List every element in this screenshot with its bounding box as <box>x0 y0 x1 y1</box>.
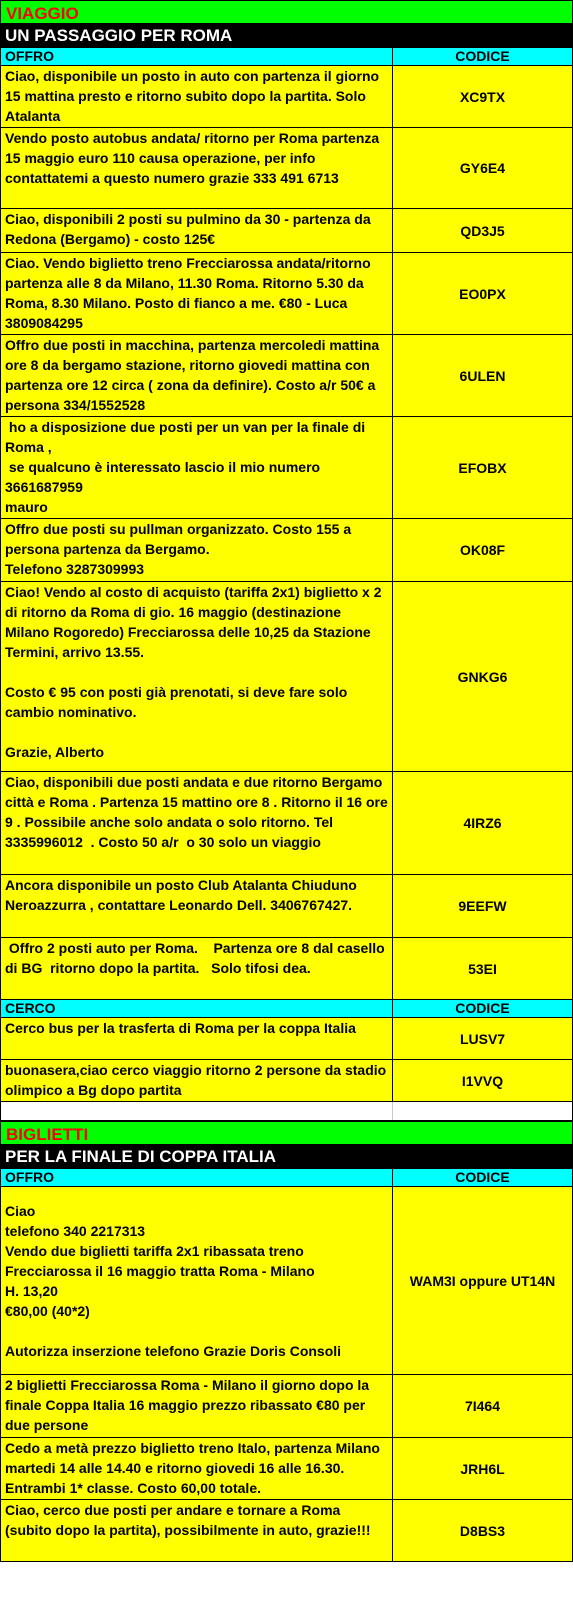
table-row <box>0 875 573 938</box>
table-row <box>0 1375 573 1438</box>
table-row <box>0 66 573 128</box>
ad-code: JRH6L <box>393 1438 572 1499</box>
ad-code: EO0PX <box>393 253 572 334</box>
ad-text: Ciao! Vendo al costo di acquisto (tariffa 2x1) biglietto x 2 di ritorno da Roma di gio. 16 maggio (destinazione Milano Rogoredo) Frecciarossa delle 10,25 da Stazione Termini, arrivo 13.55. Costo € 95 con posti già prenotati, si deve fare solo cambio nominativo. Grazie, Alberto <box>5 584 382 760</box>
ad-text: Ciao, cerco due posti per andare e tornare a Roma (subito dopo la partita), possibilmente in auto, grazie!!! <box>5 1502 371 1538</box>
ad-code: 9EEFW <box>393 875 572 937</box>
ad-code: I1VVQ <box>393 1060 572 1101</box>
header-row-offro <box>0 1169 573 1187</box>
ad-text: 2 biglietti Frecciarossa Roma - Milano il giorno dopo la finale Coppa Italia 16 maggio prezzo ribassato €80 per due persone <box>5 1377 373 1433</box>
ad-text: Offro due posti in macchina, partenza mercoledi mattina ore 8 da bergamo stazione, ritorno giovedi mattina con partenza ore 12 circa ( zona da definire). Costo a/r 50€ a persona 334/1552528 <box>5 337 384 413</box>
table-row <box>0 128 573 209</box>
table-row <box>0 519 573 582</box>
section-subtitle-viaggio: UN PASSAGGIO PER ROMA <box>0 24 573 48</box>
ad-code: XC9TX <box>393 66 572 127</box>
header-row-cerco <box>0 1000 573 1018</box>
table-row <box>0 938 573 1000</box>
blank-row <box>0 1102 573 1121</box>
ad-text: buonasera,ciao cerco viaggio ritorno 2 persone da stadio olimpico a Bg dopo partita <box>5 1062 391 1098</box>
table-row <box>0 582 573 772</box>
table-row <box>0 335 573 417</box>
ad-text: Vendo posto autobus andata/ ritorno per Roma partenza 15 maggio euro 110 causa operazione, per info contattatemi a questo numero grazie 333 491 6713 <box>5 130 384 186</box>
table-row <box>0 417 573 519</box>
ad-code: GY6E4 <box>393 128 572 208</box>
header-cerco: CERCO <box>1 1000 393 1017</box>
ad-text: Ciao, disponibili 2 posti su pulmino da 30 - partenza da Redona (Bergamo) - costo 125€ <box>5 211 375 247</box>
table-row <box>0 1438 573 1500</box>
header-codice: CODICE <box>393 1000 572 1017</box>
header-row-offro <box>0 48 573 66</box>
ad-code: WAM3I oppure UT14N <box>393 1187 572 1374</box>
ad-code: 6ULEN <box>393 335 572 416</box>
header-offro: OFFRO <box>1 1169 393 1186</box>
table-row <box>0 1018 573 1060</box>
ad-text: Ciao. Vendo biglietto treno Frecciarossa andata/ritorno partenza alle 8 da Milano, 11.30 Roma. Ritorno 5.30 da Roma, 8.30 Milano. Posto di fianco a me. €80 - Luca 3809084295 <box>5 255 375 331</box>
ad-text: Cerco bus per la trasferta di Roma per la coppa Italia <box>5 1020 356 1036</box>
table-row <box>0 209 573 253</box>
ad-code: EFOBX <box>393 417 572 518</box>
header-codice: CODICE <box>393 1169 572 1186</box>
ad-text: Offro 2 posti auto per Roma. Partenza ore 8 dal casello di BG ritorno dopo la partita. Solo tifosi dea. <box>5 940 389 976</box>
ad-text: Ciao, disponibili due posti andata e due ritorno Bergamo città e Roma . Partenza 15 mattino ore 8 . Ritorno il 16 ore 9 . Possibile anche solo andata o solo ritorno. Tel 3335996012 . Costo 50 a/r o 30 solo un viaggio <box>5 774 392 850</box>
ad-code: 4IRZ6 <box>393 772 572 874</box>
table-row <box>0 1500 573 1562</box>
ad-code: 53EI <box>393 938 572 999</box>
ad-code: LUSV7 <box>393 1018 572 1059</box>
table-row <box>0 253 573 335</box>
table-row <box>0 1060 573 1102</box>
ad-text: ho a disposizione due posti per un van per la finale di Roma , se qualcuno è interessato lascio il mio numero 3661687959 mauro <box>5 419 366 515</box>
ad-code: GNKG6 <box>393 582 572 771</box>
ad-code: OK08F <box>393 519 572 581</box>
ad-code: 7I464 <box>393 1375 572 1437</box>
header-codice: CODICE <box>393 48 572 65</box>
section-subtitle-biglietti: PER LA FINALE DI COPPA ITALIA <box>0 1145 573 1169</box>
header-offro: OFFRO <box>1 48 393 65</box>
ad-text: Offro due posti su pullman organizzato. Costo 155 a persona partenza da Bergamo. Telefono 3287309993 <box>5 521 352 577</box>
ad-text: Cedo a metà prezzo biglietto treno Italo, partenza Milano martedi 14 alle 14.40 e ritorno giovedi 16 alle 16.30. Entrambi 1* classe. Costo 60,00 totale. <box>5 1440 384 1496</box>
ad-text: Ciao, disponibile un posto in auto con partenza il giorno 15 mattina presto e ritorno subito dopo la partita. Solo Atalanta <box>5 68 384 124</box>
ad-text: Ciao telefono 340 2217313 Vendo due biglietti tariffa 2x1 ribassata treno Frecciarossa il 16 maggio tratta Roma - Milano H. 13,20 €80,00 (40*2) Autorizza inserzione telefono Grazie Doris Consoli <box>5 1203 342 1359</box>
ad-code: D8BS3 <box>393 1500 572 1561</box>
table-row <box>0 1187 573 1375</box>
table-row <box>0 772 573 875</box>
section-title-viaggio: VIAGGIO <box>0 0 573 24</box>
ad-code: QD3J5 <box>393 209 572 252</box>
ad-text: Ancora disponibile un posto Club Atalanta Chiuduno Neroazzurra , contattare Leonardo Dell. 3406767427. <box>5 877 361 913</box>
section-title-biglietti: BIGLIETTI <box>0 1121 573 1145</box>
